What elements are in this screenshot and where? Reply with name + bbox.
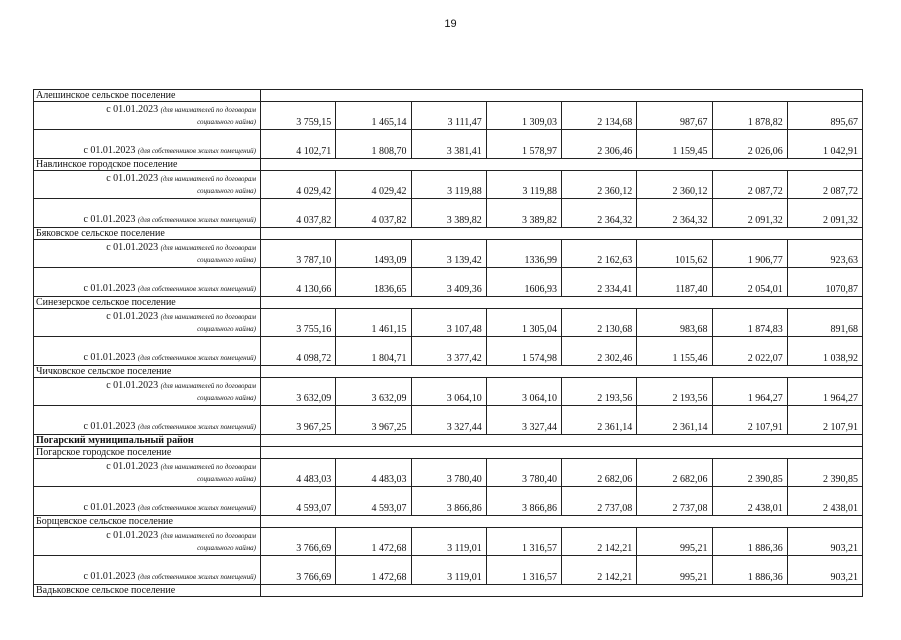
tariff-value: 903,21 bbox=[787, 528, 862, 556]
tariff-value: 1836,65 bbox=[336, 268, 411, 297]
blank-cell bbox=[261, 159, 863, 171]
tenant-tariff-row bbox=[34, 309, 863, 337]
tariff-value: 2 364,32 bbox=[562, 199, 637, 228]
tariff-value: 2 107,91 bbox=[712, 406, 787, 435]
tenant-note: социального найма) bbox=[197, 118, 256, 126]
tariff-value: 2 334,41 bbox=[562, 268, 637, 297]
owner-note: (для собственников жилых помещений) bbox=[137, 354, 256, 362]
owner-tariff-row bbox=[34, 130, 863, 159]
settlement-header-row bbox=[34, 90, 863, 102]
tariff-value: 2 438,01 bbox=[712, 487, 787, 516]
settlement-header-row bbox=[34, 447, 863, 459]
tariff-value: 3 780,40 bbox=[486, 459, 561, 487]
tariff-value: 1 305,04 bbox=[486, 309, 561, 337]
tariff-value: 2 026,06 bbox=[712, 130, 787, 159]
tariff-value: 3 866,86 bbox=[411, 487, 486, 516]
tariff-value: 2 390,85 bbox=[787, 459, 862, 487]
tariff-value: 4 029,42 bbox=[336, 171, 411, 199]
tariff-value: 3 107,48 bbox=[411, 309, 486, 337]
row-label bbox=[34, 528, 261, 556]
tenant-note: социального найма) bbox=[197, 256, 256, 264]
page-number: 19 bbox=[444, 18, 457, 30]
owner-note: (для собственников жилых помещений) bbox=[137, 216, 256, 224]
settlement-header-row bbox=[34, 585, 863, 597]
tariff-value: 2 142,21 bbox=[562, 556, 637, 585]
tariff-value: 983,68 bbox=[637, 309, 712, 337]
tenant-note: социального найма) bbox=[197, 187, 256, 195]
tariff-value: 3 119,01 bbox=[411, 556, 486, 585]
tariff-value: 3 632,09 bbox=[336, 378, 411, 406]
tariff-value: 2 302,46 bbox=[562, 337, 637, 366]
tenant-note: социального найма) bbox=[197, 544, 256, 552]
tenant-note: социального найма) bbox=[197, 475, 256, 483]
tariff-value: 2 130,68 bbox=[562, 309, 637, 337]
tariff-value: 3 766,69 bbox=[261, 528, 336, 556]
tenant-note: (для нанимателей по договорам bbox=[160, 244, 256, 252]
tariff-value: 2 091,32 bbox=[787, 199, 862, 228]
tariff-value: 3 409,36 bbox=[411, 268, 486, 297]
tariff-value: 2 091,32 bbox=[712, 199, 787, 228]
tariff-value: 1 808,70 bbox=[336, 130, 411, 159]
owner-note: (для собственников жилых помещений) bbox=[137, 147, 256, 155]
tariff-value: 3 389,82 bbox=[411, 199, 486, 228]
tariff-value: 1 316,57 bbox=[486, 556, 561, 585]
tariff-value: 4 483,03 bbox=[261, 459, 336, 487]
row-label bbox=[34, 102, 261, 130]
owner-tariff-row bbox=[34, 487, 863, 516]
row-label bbox=[34, 130, 261, 159]
row-label bbox=[34, 487, 261, 516]
tariff-value: 1606,93 bbox=[486, 268, 561, 297]
blank-cell bbox=[261, 366, 863, 378]
settlement-name: Борщевское сельское поселение bbox=[34, 516, 261, 528]
tariff-value: 3 119,88 bbox=[411, 171, 486, 199]
tariff-value: 3 381,41 bbox=[411, 130, 486, 159]
tariff-value: 1 461,15 bbox=[336, 309, 411, 337]
tariff-value: 3 755,16 bbox=[261, 309, 336, 337]
tariff-value: 2 162,63 bbox=[562, 240, 637, 268]
tariff-value: 3 967,25 bbox=[336, 406, 411, 435]
tenant-tariff-row bbox=[34, 378, 863, 406]
tariff-value: 4 037,82 bbox=[336, 199, 411, 228]
tariff-value: 987,67 bbox=[637, 102, 712, 130]
owner-note: (для собственников жилых помещений) bbox=[137, 504, 256, 512]
settlement-name: Погарское городское поселение bbox=[34, 447, 261, 459]
tariff-value: 1 155,46 bbox=[637, 337, 712, 366]
settlement-name: Чичковское сельское поселение bbox=[34, 366, 261, 378]
settlement-header-row bbox=[34, 297, 863, 309]
tenant-tariff-row bbox=[34, 171, 863, 199]
effective-date: с 01.01.2023 bbox=[83, 352, 136, 363]
owner-note: (для собственников жилых помещений) bbox=[137, 423, 256, 431]
tariff-value: 1 878,82 bbox=[712, 102, 787, 130]
tariff-table bbox=[33, 89, 863, 597]
tariff-value: 1 316,57 bbox=[486, 528, 561, 556]
tenant-note: (для нанимателей по договорам bbox=[160, 313, 256, 321]
tariff-value: 4 098,72 bbox=[261, 337, 336, 366]
tariff-value: 3 327,44 bbox=[411, 406, 486, 435]
effective-date: с 01.01.2023 bbox=[106, 173, 159, 184]
row-label bbox=[34, 406, 261, 435]
tenant-tariff-row bbox=[34, 459, 863, 487]
effective-date: с 01.01.2023 bbox=[83, 421, 136, 432]
tariff-value: 1 309,03 bbox=[486, 102, 561, 130]
tariff-value: 891,68 bbox=[787, 309, 862, 337]
tariff-value: 3 111,47 bbox=[411, 102, 486, 130]
tariff-value: 3 139,42 bbox=[411, 240, 486, 268]
tariff-value: 2 022,07 bbox=[712, 337, 787, 366]
tariff-value: 2 193,56 bbox=[562, 378, 637, 406]
tariff-value: 1 472,68 bbox=[336, 528, 411, 556]
effective-date: с 01.01.2023 bbox=[83, 571, 136, 582]
tariff-value: 3 866,86 bbox=[486, 487, 561, 516]
tariff-value: 2 737,08 bbox=[562, 487, 637, 516]
tariff-value: 3 759,15 bbox=[261, 102, 336, 130]
blank-cell bbox=[261, 585, 863, 597]
tariff-value: 923,63 bbox=[787, 240, 862, 268]
effective-date: с 01.01.2023 bbox=[106, 242, 159, 253]
tariff-value: 4 029,42 bbox=[261, 171, 336, 199]
owner-tariff-row bbox=[34, 556, 863, 585]
district-header-row bbox=[34, 435, 863, 447]
tariff-value: 1015,62 bbox=[637, 240, 712, 268]
tariff-value: 4 130,66 bbox=[261, 268, 336, 297]
tariff-value: 4 593,07 bbox=[261, 487, 336, 516]
tariff-value: 1 886,36 bbox=[712, 556, 787, 585]
tenant-tariff-row bbox=[34, 102, 863, 130]
tariff-value: 1336,99 bbox=[486, 240, 561, 268]
settlement-name: Алешинское сельское поселение bbox=[34, 90, 261, 102]
effective-date: с 01.01.2023 bbox=[83, 502, 136, 513]
tenant-note: (для нанимателей по договорам bbox=[160, 532, 256, 540]
tariff-value: 3 787,10 bbox=[261, 240, 336, 268]
effective-date: с 01.01.2023 bbox=[83, 145, 136, 156]
tariff-value: 2 682,06 bbox=[562, 459, 637, 487]
tariff-value: 2 054,01 bbox=[712, 268, 787, 297]
settlement-name: Навлинское городское поселение bbox=[34, 159, 261, 171]
settlement-header-row bbox=[34, 366, 863, 378]
tariff-value: 1 964,27 bbox=[712, 378, 787, 406]
tariff-value: 1187,40 bbox=[637, 268, 712, 297]
tariff-value: 2 361,14 bbox=[562, 406, 637, 435]
tariff-value: 2 306,46 bbox=[562, 130, 637, 159]
tariff-value: 1 042,91 bbox=[787, 130, 862, 159]
tariff-value: 3 389,82 bbox=[486, 199, 561, 228]
tariff-value: 2 142,21 bbox=[562, 528, 637, 556]
tariff-value: 4 037,82 bbox=[261, 199, 336, 228]
tenant-tariff-row bbox=[34, 240, 863, 268]
settlement-name: Вадьковское сельское поселение bbox=[34, 585, 261, 597]
tariff-value: 4 593,07 bbox=[336, 487, 411, 516]
tenant-note: (для нанимателей по договорам bbox=[160, 382, 256, 390]
tariff-value: 995,21 bbox=[637, 556, 712, 585]
tariff-value: 2 737,08 bbox=[637, 487, 712, 516]
tariff-value: 3 064,10 bbox=[486, 378, 561, 406]
tariff-value: 1493,09 bbox=[336, 240, 411, 268]
tariff-value: 3 119,88 bbox=[486, 171, 561, 199]
tariff-value: 3 064,10 bbox=[411, 378, 486, 406]
tenant-note: (для нанимателей по договорам bbox=[160, 106, 256, 114]
tariff-value: 2 107,91 bbox=[787, 406, 862, 435]
tenant-note: (для нанимателей по договорам bbox=[160, 463, 256, 471]
effective-date: с 01.01.2023 bbox=[106, 530, 159, 541]
row-label bbox=[34, 337, 261, 366]
row-label bbox=[34, 199, 261, 228]
owner-note: (для собственников жилых помещений) bbox=[137, 573, 256, 581]
row-label bbox=[34, 268, 261, 297]
settlement-name: Синезерское сельское поселение bbox=[34, 297, 261, 309]
blank-cell bbox=[261, 90, 863, 102]
tariff-value: 1070,87 bbox=[787, 268, 862, 297]
owner-tariff-row bbox=[34, 268, 863, 297]
tariff-value: 3 632,09 bbox=[261, 378, 336, 406]
tariff-value: 1 804,71 bbox=[336, 337, 411, 366]
tariff-value: 3 377,42 bbox=[411, 337, 486, 366]
effective-date: с 01.01.2023 bbox=[83, 214, 136, 225]
tenant-tariff-row bbox=[34, 528, 863, 556]
tariff-value: 2 087,72 bbox=[787, 171, 862, 199]
tariff-value: 2 364,32 bbox=[637, 199, 712, 228]
row-label bbox=[34, 171, 261, 199]
owner-tariff-row bbox=[34, 199, 863, 228]
effective-date: с 01.01.2023 bbox=[106, 461, 159, 472]
tariff-value: 2 360,12 bbox=[562, 171, 637, 199]
settlement-header-row bbox=[34, 228, 863, 240]
tariff-value: 895,67 bbox=[787, 102, 862, 130]
tariff-value: 1 465,14 bbox=[336, 102, 411, 130]
owner-tariff-row bbox=[34, 337, 863, 366]
tariff-value: 3 327,44 bbox=[486, 406, 561, 435]
owner-tariff-row bbox=[34, 406, 863, 435]
tariff-value: 2 134,68 bbox=[562, 102, 637, 130]
tariff-value: 1 159,45 bbox=[637, 130, 712, 159]
tariff-value: 4 102,71 bbox=[261, 130, 336, 159]
tariff-value: 2 360,12 bbox=[637, 171, 712, 199]
tenant-note: социального найма) bbox=[197, 325, 256, 333]
tariff-value: 1 038,92 bbox=[787, 337, 862, 366]
row-label bbox=[34, 309, 261, 337]
blank-cell bbox=[261, 447, 863, 459]
tariff-value: 4 483,03 bbox=[336, 459, 411, 487]
settlement-header-row bbox=[34, 159, 863, 171]
tariff-value: 2 361,14 bbox=[637, 406, 712, 435]
blank-cell bbox=[261, 228, 863, 240]
row-label bbox=[34, 556, 261, 585]
tariff-value: 2 682,06 bbox=[637, 459, 712, 487]
row-label bbox=[34, 378, 261, 406]
tenant-note: социального найма) bbox=[197, 394, 256, 402]
tariff-value: 2 438,01 bbox=[787, 487, 862, 516]
settlement-name: Бяковское сельское поселение bbox=[34, 228, 261, 240]
district-name: Погарский муниципальный район bbox=[34, 435, 261, 447]
owner-note: (для собственников жилых помещений) bbox=[137, 285, 256, 293]
settlement-header-row bbox=[34, 516, 863, 528]
blank-cell bbox=[261, 435, 863, 447]
blank-cell bbox=[261, 516, 863, 528]
tariff-value: 1 964,27 bbox=[787, 378, 862, 406]
tariff-value: 1 578,97 bbox=[486, 130, 561, 159]
row-label bbox=[34, 240, 261, 268]
tariff-value: 3 766,69 bbox=[261, 556, 336, 585]
tariff-value: 1 906,77 bbox=[712, 240, 787, 268]
tariff-value: 995,21 bbox=[637, 528, 712, 556]
tariff-value: 1 574,98 bbox=[486, 337, 561, 366]
row-label bbox=[34, 459, 261, 487]
tariff-value: 1 874,83 bbox=[712, 309, 787, 337]
tariff-value: 2 390,85 bbox=[712, 459, 787, 487]
tariff-value: 1 886,36 bbox=[712, 528, 787, 556]
tariff-value: 3 780,40 bbox=[411, 459, 486, 487]
tariff-value: 2 087,72 bbox=[712, 171, 787, 199]
effective-date: с 01.01.2023 bbox=[83, 283, 136, 294]
effective-date: с 01.01.2023 bbox=[106, 104, 159, 115]
tariff-value: 3 967,25 bbox=[261, 406, 336, 435]
effective-date: с 01.01.2023 bbox=[106, 380, 159, 391]
tariff-value: 903,21 bbox=[787, 556, 862, 585]
tariff-value: 3 119,01 bbox=[411, 528, 486, 556]
blank-cell bbox=[261, 297, 863, 309]
tenant-note: (для нанимателей по договорам bbox=[160, 175, 256, 183]
effective-date: с 01.01.2023 bbox=[106, 311, 159, 322]
tariff-value: 2 193,56 bbox=[637, 378, 712, 406]
tariff-value: 1 472,68 bbox=[336, 556, 411, 585]
